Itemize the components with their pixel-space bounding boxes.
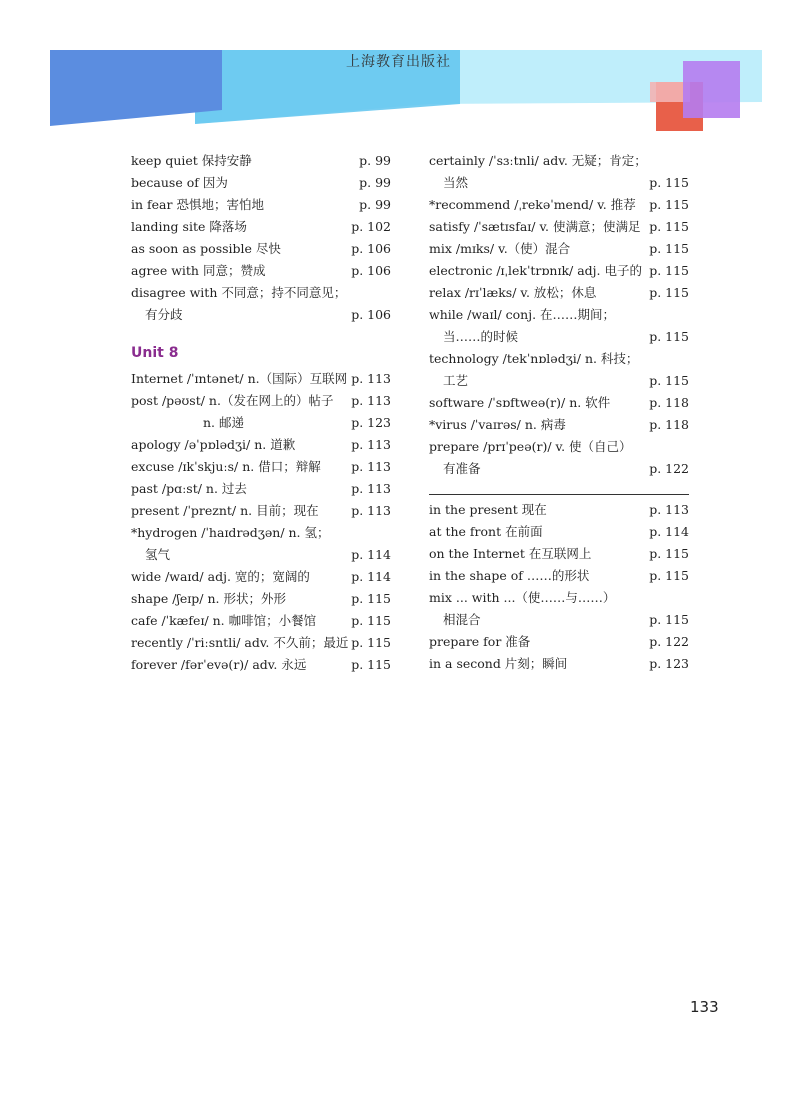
entry-page: p. 115 [649, 175, 689, 190]
entry-text: Internet /ˈɪntənet/ n.（国际）互联网 [131, 371, 348, 386]
vocab-entry [429, 194, 689, 216]
publisher-name: 上海教育出版社 [346, 54, 451, 70]
vocab-entry [131, 456, 391, 478]
vocab-entry [131, 632, 391, 654]
entry-page: p. 113 [351, 437, 391, 452]
vocab-entry [429, 565, 689, 587]
right-word-list [429, 150, 689, 480]
vocab-entry [429, 458, 689, 480]
vocab-entry [429, 172, 689, 194]
entry-page: p. 115 [649, 241, 689, 256]
vocab-entry [429, 304, 689, 326]
entry-text: cafe /ˈkæfeɪ/ n. 咖啡馆；小餐馆 [131, 613, 317, 628]
entry-page: p. 106 [351, 263, 391, 278]
entry-page: p. 113 [351, 371, 391, 386]
entry-text: present /ˈpreznt/ n. 目前；现在 [131, 503, 319, 518]
entry-text: in the present 现在 [429, 502, 547, 517]
entry-page: p. 113 [351, 503, 391, 518]
vocab-entry [131, 412, 391, 434]
entry-text: wide /waɪd/ adj. 宽的；宽阔的 [131, 569, 310, 584]
vocab-entry [429, 282, 689, 304]
entry-page: p. 115 [351, 613, 391, 628]
right-column [429, 150, 689, 675]
entry-page: p. 113 [351, 481, 391, 496]
entry-text: recently /ˈriːsntli/ adv. 不久前；最近 [131, 635, 349, 650]
vocab-entry [429, 499, 689, 521]
unit-word-list [131, 368, 391, 676]
entry-text: prepare for 准备 [429, 634, 531, 649]
entry-text: mix /mɪks/ v.（使）混合 [429, 241, 571, 256]
entry-text: while /waɪl/ conj. 在……期间； [429, 307, 616, 322]
entry-text: 当然 [443, 175, 469, 190]
entry-text: 当……的时候 [443, 329, 519, 344]
vocab-entry [429, 326, 689, 348]
entry-text: shape /ʃeɪp/ n. 形状；外形 [131, 591, 286, 606]
entry-page: p. 115 [649, 329, 689, 344]
entry-text: excuse /ɪkˈskjuːs/ n. 借口；辩解 [131, 459, 321, 474]
entry-page: p. 115 [649, 568, 689, 583]
entry-page: p. 115 [649, 373, 689, 388]
vocab-entry [131, 522, 391, 544]
entry-page: p. 102 [351, 219, 391, 234]
vocab-entry [131, 282, 391, 304]
entry-text: landing site 降落场 [131, 219, 247, 234]
entry-text: post /pəʊst/ n.（发在网上的）帖子 [131, 393, 334, 408]
entry-page: p. 106 [351, 241, 391, 256]
vocab-entry [429, 653, 689, 675]
vocab-entry [131, 434, 391, 456]
vocab-entry [429, 348, 689, 370]
entry-page: p. 99 [359, 175, 391, 190]
entry-text: apology /əˈpɒlədʒi/ n. 道歉 [131, 437, 296, 452]
entry-page: p. 122 [649, 634, 689, 649]
entry-page: p. 99 [359, 197, 391, 212]
entry-text: n. 邮递 [203, 415, 244, 430]
entry-text: agree with 同意；赞成 [131, 263, 266, 278]
section-divider [429, 494, 689, 495]
vocab-entry [429, 631, 689, 653]
entry-text: satisfy /ˈsætɪsfaɪ/ v. 使满意；使满足 [429, 219, 641, 234]
entry-text: disagree with 不同意；持不同意见； [131, 285, 347, 300]
entry-page: p. 113 [351, 393, 391, 408]
vocab-entry [429, 238, 689, 260]
entry-text: 有准备 [443, 461, 481, 476]
vocab-entry [131, 304, 391, 326]
vocab-entry [429, 521, 689, 543]
entry-page: p. 113 [649, 502, 689, 517]
entry-text: certainly /ˈsɜːtnli/ adv. 无疑；肯定； [429, 153, 647, 168]
entry-text: forever /fərˈevə(r)/ adv. 永远 [131, 657, 307, 672]
entry-page: p. 115 [649, 263, 689, 278]
vocab-entry [131, 368, 391, 390]
entry-text: software /ˈsɒftweə(r)/ n. 软件 [429, 395, 611, 410]
entry-text: *recommend /ˌrekəˈmend/ v. 推荐 [429, 197, 636, 212]
entry-text: technology /tekˈnɒlədʒi/ n. 科技； [429, 351, 639, 366]
entry-text: 氢气 [145, 547, 171, 562]
entry-text: at the front 在前面 [429, 524, 543, 539]
vocab-entry [131, 544, 391, 566]
entry-page: p. 114 [649, 524, 689, 539]
entry-text: keep quiet 保持安静 [131, 153, 252, 168]
entry-page: p. 123 [351, 415, 391, 430]
vocab-entry [131, 610, 391, 632]
entry-text: electronic /ɪˌlekˈtrɒnɪk/ adj. 电子的 [429, 263, 642, 278]
vocab-entry [131, 150, 391, 172]
vocab-entry [131, 260, 391, 282]
vocab-entry [429, 609, 689, 631]
vocab-entry [429, 392, 689, 414]
vocab-entry [131, 216, 391, 238]
entry-page: p. 115 [351, 591, 391, 606]
entry-text: 工艺 [443, 373, 469, 388]
entry-text: relax /rɪˈlæks/ v. 放松；休息 [429, 285, 597, 300]
left-top-list [131, 150, 391, 326]
entry-page: p. 118 [649, 395, 689, 410]
entry-text: 相混合 [443, 612, 481, 627]
vocab-entry [429, 216, 689, 238]
entry-text: *hydrogen /ˈhaɪdrədʒən/ n. 氢； [131, 525, 330, 540]
vocab-entry [131, 390, 391, 412]
vocab-entry [131, 478, 391, 500]
entry-text: because of 因为 [131, 175, 228, 190]
entry-text: on the Internet 在互联网上 [429, 546, 592, 561]
entry-page: p. 122 [649, 461, 689, 476]
entry-page: p. 114 [351, 569, 391, 584]
page-number: 133 [690, 998, 719, 1016]
vocab-entry [429, 370, 689, 392]
vocab-entry [131, 172, 391, 194]
entry-page: p. 123 [649, 656, 689, 671]
entry-text: mix ... with ...（使……与……） [429, 590, 616, 605]
left-column [131, 150, 391, 676]
entry-page: p. 115 [649, 197, 689, 212]
vocab-entry [131, 500, 391, 522]
entry-page: p. 115 [649, 612, 689, 627]
entry-text: in the shape of ……的形状 [429, 568, 590, 583]
vocab-entry [131, 654, 391, 676]
vocab-entry [131, 194, 391, 216]
entry-page: p. 99 [359, 153, 391, 168]
entry-page: p. 115 [649, 285, 689, 300]
vocab-entry [429, 414, 689, 436]
entry-text: as soon as possible 尽快 [131, 241, 281, 256]
entry-text: 有分歧 [145, 307, 183, 322]
entry-page: p. 114 [351, 547, 391, 562]
entry-text: past /pɑːst/ n. 过去 [131, 481, 247, 496]
entry-page: p. 113 [351, 459, 391, 474]
entry-page: p. 115 [649, 546, 689, 561]
entry-text: *virus /ˈvaɪrəs/ n. 病毒 [429, 417, 566, 432]
vocab-entry [429, 436, 689, 458]
entry-page: p. 115 [351, 657, 391, 672]
vocab-entry [429, 543, 689, 565]
vocab-entry [429, 260, 689, 282]
entry-text: prepare /prɪˈpeə(r)/ v. 使（自己） [429, 439, 632, 454]
vocab-entry [429, 150, 689, 172]
entry-page: p. 115 [351, 635, 391, 650]
vocab-entry [131, 588, 391, 610]
entry-page: p. 115 [649, 219, 689, 234]
banner-purple-square [683, 61, 740, 118]
entry-page: p. 118 [649, 417, 689, 432]
entry-page: p. 106 [351, 307, 391, 322]
unit-heading: Unit 8 [131, 345, 179, 361]
entry-text: in a second 片刻；瞬间 [429, 656, 568, 671]
entry-text: in fear 恐惧地；害怕地 [131, 197, 264, 212]
phrase-list [429, 499, 689, 675]
vocab-entry [429, 587, 689, 609]
vocab-entry [131, 566, 391, 588]
vocab-entry [131, 238, 391, 260]
